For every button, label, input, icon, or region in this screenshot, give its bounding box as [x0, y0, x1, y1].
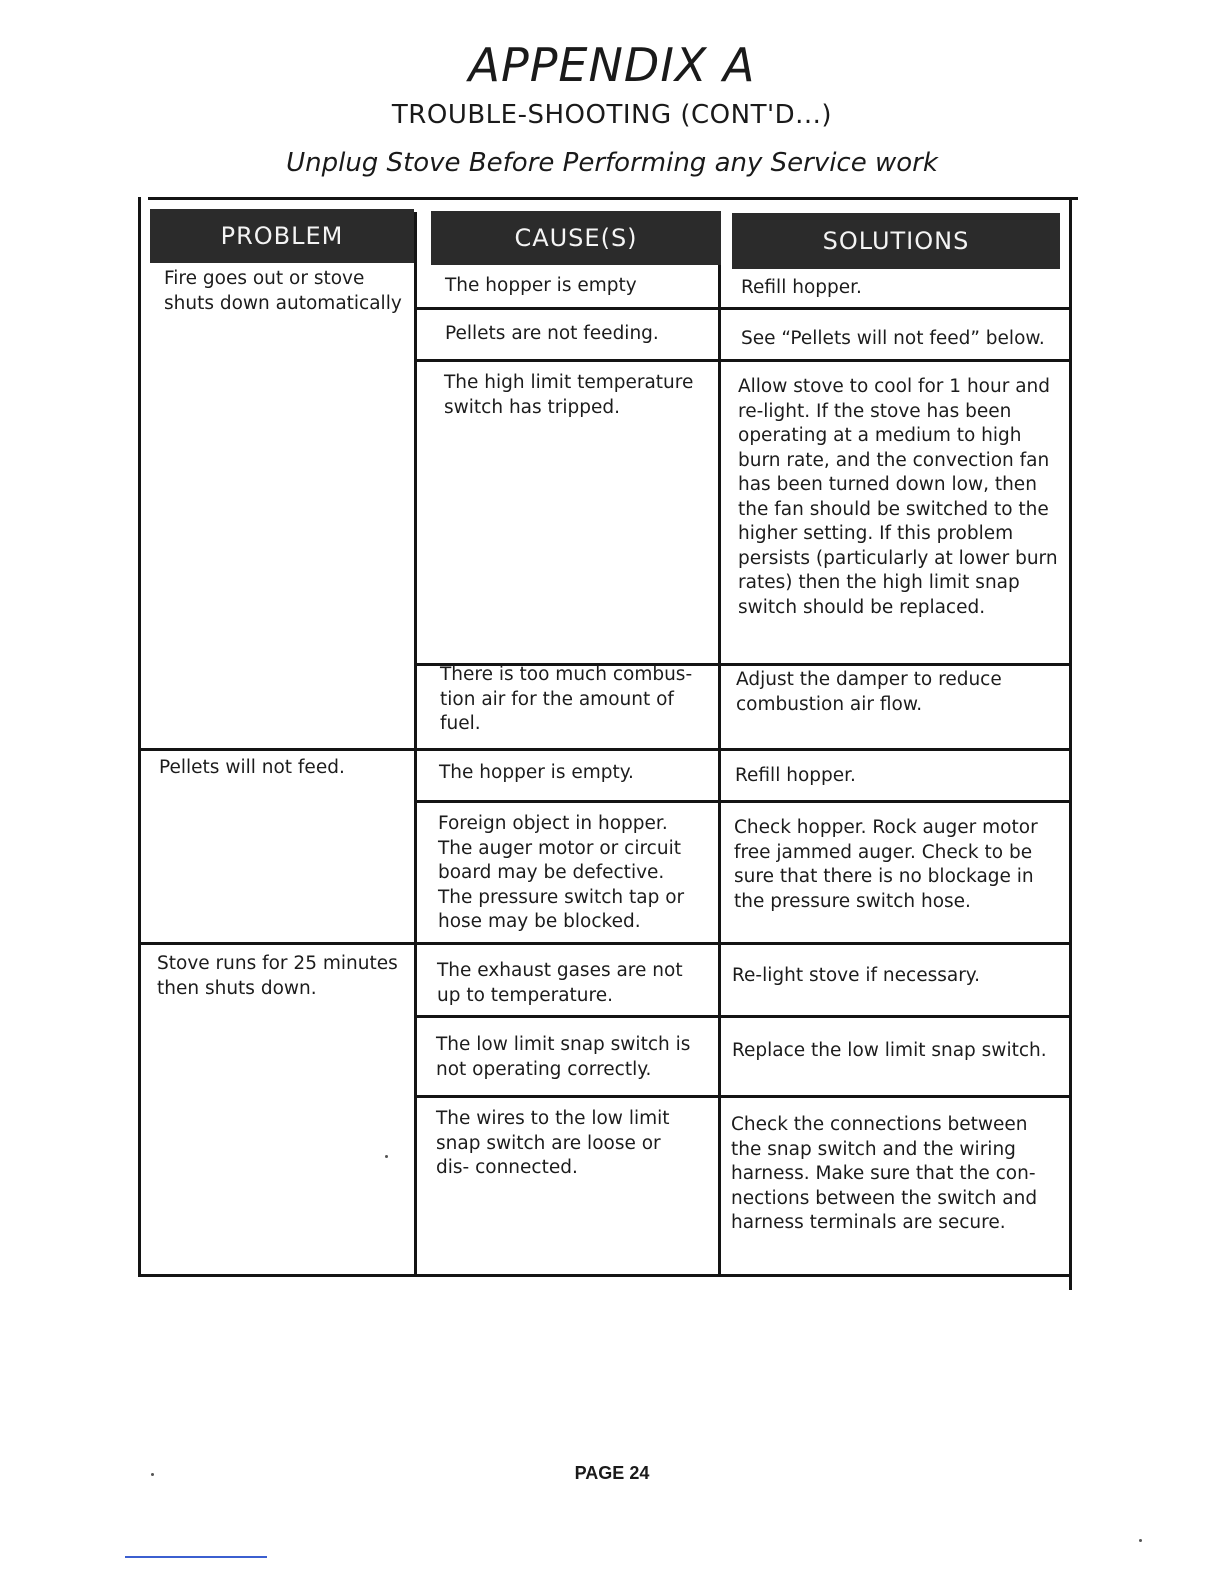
table-bottom-border [138, 1274, 1072, 1277]
table-top-border [148, 197, 1078, 200]
appendix-title: APPENDIX A [468, 38, 756, 92]
row-separator [416, 1095, 1072, 1098]
solution-cell: Re-light stove if necessary. [732, 965, 980, 986]
problem-cell: Fire goes out or stove shuts down automatically [164, 268, 402, 314]
group-separator [138, 748, 1072, 751]
row-separator [416, 307, 1072, 310]
scan-speck [1139, 1539, 1142, 1542]
row-separator [416, 800, 1072, 803]
cause-cell: The exhaust gases are not up to temperature. [437, 960, 683, 1006]
problem-cell: Pellets will not feed. [159, 757, 345, 778]
solution-cell: Check hopper. Rock auger motor free jammed auger. Check to be sure that there is no blockage in the pressure switch hose. [734, 817, 1038, 912]
problem-cell: Stove runs for 25 minutes then shuts down. [157, 953, 398, 999]
service-warning: Unplug Stove Before Performing any Service work [286, 148, 938, 178]
table-left-border [138, 197, 141, 1277]
row-separator [416, 359, 1072, 362]
solution-cell: See “Pellets will not feed” below. [741, 328, 1045, 349]
page-number: PAGE 24 [574, 1463, 650, 1483]
solution-cell: Adjust the damper to reduce combustion air flow. [736, 669, 1002, 715]
column-rule-2 [718, 212, 721, 1277]
solution-cell: Check the connections between the snap switch and the wiring harness. Make sure that the con- nections between the switch and harness terminals are secure. [731, 1114, 1038, 1233]
scan-speck [385, 1155, 388, 1158]
header-problem: PROBLEM [150, 209, 414, 263]
solution-cell: Refill hopper. [741, 277, 862, 298]
troubleshooting-table [138, 197, 1078, 1290]
cause-cell: The low limit snap switch is not operating correctly. [436, 1034, 691, 1080]
header-causes: CAUSE(S) [431, 211, 721, 265]
column-rule-1 [414, 212, 417, 1277]
cause-cell: The high limit temperature switch has tripped. [444, 372, 694, 418]
cause-cell: Pellets are not feeding. [445, 323, 659, 344]
cause-cell: The wires to the low limit snap switch are loose or dis- connected. [436, 1108, 670, 1178]
cause-cell: Foreign object in hopper. The auger motor or circuit board may be defective. The pressure switch tap or hose may be blocked. [438, 813, 685, 932]
row-separator [416, 1015, 1072, 1018]
group-separator [138, 942, 1072, 945]
solution-cell: Allow stove to cool for 1 hour and re-light. If the stove has been operating at a medium to high burn rate, and the convection fan has been turned down low, then the fan should be switched to the higher setting. If this problem persists (particularly at lower burn rates) then the high limit snap switch should be replaced. [738, 376, 1058, 618]
header-solutions: SOLUTIONS [732, 213, 1060, 269]
cause-cell: There is too much combus- tion air for the amount of fuel. [440, 664, 693, 734]
solution-cell: Refill hopper. [735, 765, 856, 786]
section-title: TROUBLE-SHOOTING (CONT'D...) [391, 100, 833, 130]
scan-edge-mark [125, 1556, 267, 1558]
cause-cell: The hopper is empty [445, 275, 637, 296]
solution-cell: Replace the low limit snap switch. [732, 1040, 1047, 1061]
scan-speck [151, 1473, 154, 1476]
cause-cell: The hopper is empty. [439, 762, 634, 783]
